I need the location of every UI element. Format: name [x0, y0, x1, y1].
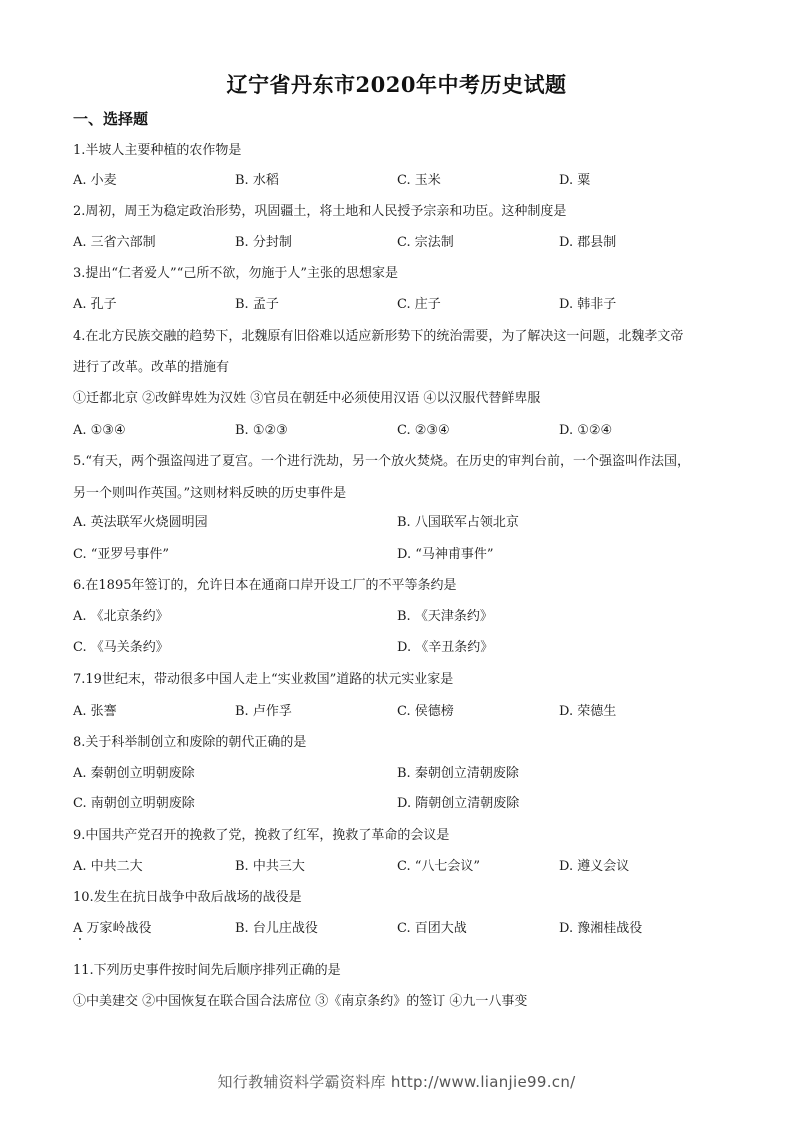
question-5-options-row-1 [73, 514, 733, 532]
option-d[interactable]: D. 郡县制 [559, 235, 617, 250]
question-7-stem: 7.19世纪末，带动很多中国人走上“实业救国”道路的状元实业家是 [73, 672, 454, 687]
section-heading: 一、选择题 [73, 110, 149, 128]
question-2-options [73, 234, 733, 252]
option-b[interactable]: B. 《天津条约》 [397, 609, 493, 624]
option-b[interactable]: B. 八国联军占领北京 [397, 515, 519, 530]
option-c[interactable]: C. “八七会议” [397, 859, 481, 874]
option-a[interactable]: A. ①③④ [73, 423, 126, 438]
option-c[interactable]: C. 百团大战 [397, 921, 467, 936]
option-d[interactable]: D. 荣德生 [559, 704, 617, 719]
option-a[interactable]: A. 张謇 [73, 704, 117, 719]
option-d[interactable]: D. 隋朝创立清朝废除 [397, 796, 520, 811]
option-a[interactable]: A. 中共二大 [73, 859, 143, 874]
option-c[interactable]: C. “亚罗号事件” [73, 547, 170, 562]
option-b[interactable]: B. 水稻 [235, 173, 279, 188]
option-c[interactable]: C. 庄子 [397, 297, 441, 312]
option-d[interactable]: D. 遵义会议 [559, 859, 630, 874]
question-3-options [73, 296, 733, 314]
question-11-choices: ①中美建交 ②中国恢复在联合国合法席位 ③《南京条约》的签订 ④九一八事变 [73, 994, 528, 1009]
question-1-stem: 1.半坡人主要种植的农作物是 [73, 143, 242, 158]
question-8-options-row-1 [73, 765, 733, 783]
option-d[interactable]: D. “马神甫事件” [397, 547, 494, 562]
option-b[interactable]: B. 卢作孚 [235, 704, 292, 719]
question-8-options-row-2 [73, 795, 733, 813]
question-10-stem: 10.发生在抗日战争中敌后战场的战役是 [73, 890, 302, 905]
option-b[interactable]: B. 分封制 [235, 235, 292, 250]
question-5-stem-line-2: 另一个则叫作英国。”这则材料反映的历史事件是 [73, 486, 347, 501]
question-6-options-row-2 [73, 639, 733, 657]
option-d[interactable]: D. 《辛丑条约》 [397, 640, 494, 655]
question-5-options-row-2 [73, 546, 733, 564]
question-11-stem: 11.下列历史事件按时间先后顺序排列正确的是 [73, 963, 341, 978]
question-9-options [73, 858, 733, 876]
option-b[interactable]: B. 中共三大 [235, 859, 305, 874]
question-4-options [73, 422, 733, 440]
footer-watermark: 知行教辅资料学霸资料库 http://www.lianjie99.cn/ [217, 1073, 576, 1091]
question-10-options [73, 920, 733, 938]
question-8-stem: 8.关于科举制创立和废除的朝代正确的是 [73, 735, 307, 750]
question-4-stem-line-1: 4.在北方民族交融的趋势下，北魏原有旧俗难以适应新形势下的统治需要，为了解决这一问题，北魏孝文帝 [73, 329, 684, 344]
option-b[interactable]: B. ①②③ [235, 423, 288, 438]
option-d[interactable]: D. 豫湘桂战役 [559, 921, 643, 936]
question-4-stem-line-2: 进行了改革。改革的措施有 [73, 360, 230, 375]
option-a[interactable]: A. 孔子 [73, 297, 117, 312]
option-c[interactable]: C. ②③④ [397, 423, 450, 438]
option-c[interactable]: C. 侯德榜 [397, 704, 454, 719]
option-c[interactable]: C. 南朝创立明朝废除 [73, 796, 195, 811]
option-c[interactable]: C. 玉米 [397, 173, 441, 188]
option-a[interactable]: A. 三省六部制 [73, 235, 156, 250]
question-4-choices: ①迁都北京 ②改鲜卑姓为汉姓 ③官员在朝廷中必须使用汉语 ④以汉服代替鲜卑服 [73, 391, 541, 406]
option-d[interactable]: D. 粟 [559, 173, 591, 188]
option-a[interactable]: A. 小麦 [73, 173, 117, 188]
option-d[interactable]: D. 韩非子 [559, 297, 617, 312]
option-d[interactable]: D. ①②④ [559, 423, 613, 438]
option-b[interactable]: B. 秦朝创立清朝废除 [397, 766, 519, 781]
question-2-stem: 2.周初，周王为稳定政治形势，巩固疆土，将土地和人民授予宗亲和功臣。这种制度是 [73, 204, 567, 219]
question-3-stem: 3.提出“仁者爱人”“己所不欲，勿施于人”主张的思想家是 [73, 266, 398, 281]
question-7-options [73, 703, 733, 721]
option-a[interactable]: A. 《北京条约》 [73, 609, 169, 624]
option-c[interactable]: C. 宗法制 [397, 235, 454, 250]
question-1-options [73, 172, 733, 190]
option-a[interactable]: A 万家岭战役 [73, 921, 152, 936]
option-a[interactable]: A. 秦朝创立明朝废除 [73, 766, 195, 781]
question-6-options-row-1 [73, 608, 733, 626]
stray-mark [79, 938, 81, 940]
question-6-stem: 6.在1895年签订的，允许日本在通商口岸开设工厂的不平等条约是 [73, 578, 457, 593]
page-title: 辽宁省丹东市2020年中考历史试题 [226, 72, 567, 97]
question-9-stem: 9.中国共产党召开的挽救了党，挽救了红军，挽救了革命的会议是 [73, 828, 450, 843]
option-b[interactable]: B. 孟子 [235, 297, 279, 312]
option-b[interactable]: B. 台儿庄战役 [235, 921, 318, 936]
question-5-stem-line-1: 5.“有天，两个强盗闯进了夏宫。一个进行洗劫，另一个放火焚烧。在历史的审判台前，一个强盗叫作法国， [73, 454, 691, 469]
option-c[interactable]: C. 《马关条约》 [73, 640, 169, 655]
option-a[interactable]: A. 英法联军火烧圆明园 [73, 515, 208, 530]
